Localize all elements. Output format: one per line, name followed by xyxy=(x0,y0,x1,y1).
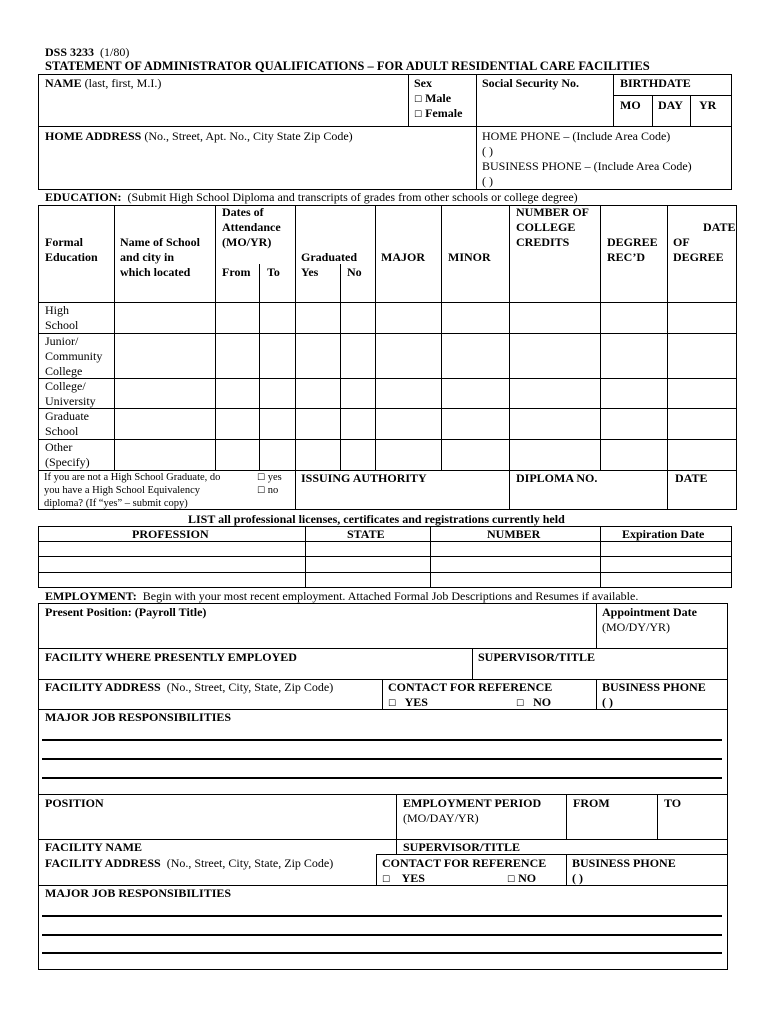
row-college: College/ University xyxy=(45,379,96,408)
resp-line[interactable] xyxy=(42,739,722,741)
hdr-formal: Formal xyxy=(45,235,83,249)
position-field[interactable]: POSITION xyxy=(45,796,104,810)
employment-heading: EMPLOYMENT: Begin with your most recent employment. Attached Formal Job Descriptions and Resumes if available. xyxy=(45,589,639,603)
hdr-dates: (MO/YR) xyxy=(222,235,272,249)
hdr-degree: DEGREE xyxy=(607,235,658,249)
contact-reference-2: CONTACT FOR REFERENCE xyxy=(382,856,547,870)
business-phone-label: BUSINESS PHONE – (Include Area Code) xyxy=(482,159,692,173)
contact-no-2[interactable]: ☐ NO xyxy=(507,871,537,885)
hdr-credits: NUMBER OF xyxy=(516,205,589,219)
hdr-degree: REC’D xyxy=(607,250,645,264)
birth-yr[interactable]: YR xyxy=(699,98,717,112)
contact-yes[interactable]: ☐ YES xyxy=(388,695,428,709)
hdr-yes: Yes xyxy=(301,265,319,279)
row-other: Other (Specify) xyxy=(45,440,90,469)
birth-mo[interactable]: MO xyxy=(620,98,641,112)
facility-name[interactable]: FACILITY NAME xyxy=(45,840,143,854)
ssn-field[interactable]: Social Security No. xyxy=(482,76,579,90)
appointment-date-format: (MO/DY/YR) xyxy=(602,620,670,634)
contact-reference: CONTACT FOR REFERENCE xyxy=(388,680,553,694)
equivalency-no[interactable]: ☐ no xyxy=(257,485,279,496)
facility-address[interactable]: FACILITY ADDRESS (No., Street, City, State, Zip Code) xyxy=(45,680,334,694)
appointment-date[interactable]: Appointment Date xyxy=(602,605,697,619)
business-phone: BUSINESS PHONE xyxy=(602,680,706,694)
hdr-date: DATE xyxy=(703,220,736,234)
checkbox-icon[interactable]: ☐ xyxy=(414,110,423,120)
facility-present[interactable]: FACILITY WHERE PRESENTLY EMPLOYED xyxy=(45,650,297,664)
hdr-school: and city in xyxy=(120,250,175,264)
contact-yes-2[interactable]: ☐ YES xyxy=(382,871,425,885)
licenses-title: LIST all professional licenses, certificates and registrations currently held xyxy=(188,512,565,526)
resp-line[interactable] xyxy=(42,952,722,954)
lic-number: NUMBER xyxy=(487,527,541,541)
period-to[interactable]: TO xyxy=(664,796,682,810)
hdr-dates: Attendance xyxy=(222,220,281,234)
checkbox-icon[interactable]: ☐ xyxy=(388,699,397,709)
education-heading: EDUCATION: (Submit High School Diploma and transcripts of grades from other schools or college degree) xyxy=(45,190,578,204)
resp-line[interactable] xyxy=(42,758,722,760)
checkbox-icon[interactable]: ☐ xyxy=(257,473,266,483)
hdr-to: To xyxy=(267,265,280,279)
hdr-minor: MINOR xyxy=(448,250,491,264)
supervisor-title-2[interactable]: SUPERVISOR/TITLE xyxy=(403,840,520,854)
row-community-college: Junior/ Community College xyxy=(45,334,103,378)
checkbox-icon[interactable]: ☐ xyxy=(516,699,525,709)
diploma-date[interactable]: DATE xyxy=(675,471,708,485)
form-title: STATEMENT OF ADMINISTRATOR QUALIFICATIONS – FOR ADULT RESIDENTIAL CARE FACILITIES xyxy=(45,59,650,73)
supervisor-title[interactable]: SUPERVISOR/TITLE xyxy=(478,650,595,664)
sex-male[interactable]: ☐ Male xyxy=(414,91,452,105)
name-field[interactable]: NAME (last, first, M.I.) xyxy=(45,76,162,90)
equivalency-question: If you are not a High School Graduate, do you have a High School Equivalency diploma? (If “yes” – submit copy) xyxy=(44,472,221,509)
home-phone-label: HOME PHONE – (Include Area Code) xyxy=(482,129,671,143)
form-id: DSS 3233 (1/80) xyxy=(45,45,130,59)
hdr-major: MAJOR xyxy=(381,250,425,264)
employment-period: EMPLOYMENT PERIOD xyxy=(403,796,542,810)
facility-address-2[interactable]: FACILITY ADDRESS (No., Street, City, State, Zip Code) xyxy=(45,856,334,870)
business-phone-2: BUSINESS PHONE xyxy=(572,856,676,870)
checkbox-icon[interactable]: ☐ xyxy=(414,95,423,105)
hdr-no: No xyxy=(347,265,362,279)
row-graduate: Graduate School xyxy=(45,409,89,438)
lic-profession: PROFESSION xyxy=(132,527,209,541)
birthdate-label: BIRTHDATE xyxy=(620,76,691,90)
business-phone-field[interactable]: ( ) xyxy=(482,174,493,188)
row-high-school: High School xyxy=(45,303,79,332)
hdr-credits: CREDITS xyxy=(516,235,570,249)
resp-line[interactable] xyxy=(42,777,722,779)
present-position[interactable]: Present Position: (Payroll Title) xyxy=(45,605,207,619)
contact-no[interactable]: ☐ NO xyxy=(516,695,552,709)
resp-line[interactable] xyxy=(42,934,722,936)
lic-state: STATE xyxy=(347,527,385,541)
hdr-graduated: Graduated xyxy=(301,250,358,264)
hdr-credits: COLLEGE xyxy=(516,220,576,234)
birth-day[interactable]: DAY xyxy=(658,98,683,112)
sex-female[interactable]: ☐ Female xyxy=(414,106,463,120)
hdr-dates: Dates of xyxy=(222,205,264,219)
sex-label: Sex xyxy=(414,76,432,90)
hdr-school: which located xyxy=(120,265,191,279)
hdr-date: OF xyxy=(673,235,690,249)
major-responsibilities: MAJOR JOB RESPONSIBILITIES xyxy=(45,710,232,724)
diploma-no[interactable]: DIPLOMA NO. xyxy=(516,471,598,485)
resp-line[interactable] xyxy=(42,915,722,917)
employment-period-format: (MO/DAY/YR) xyxy=(403,811,479,825)
hdr-from: From xyxy=(222,265,251,279)
home-phone-field[interactable]: ( ) xyxy=(482,144,493,158)
hdr-school: Name of School xyxy=(120,235,200,249)
business-phone-field-2[interactable]: ( ) xyxy=(572,871,583,885)
hdr-formal: Education xyxy=(45,250,98,264)
checkbox-icon[interactable]: ☐ xyxy=(507,875,516,885)
issuing-authority[interactable]: ISSUING AUTHORITY xyxy=(301,471,427,485)
checkbox-icon[interactable]: ☐ xyxy=(382,875,391,885)
business-phone-field[interactable]: ( ) xyxy=(602,695,613,709)
major-responsibilities-2: MAJOR JOB RESPONSIBILITIES xyxy=(45,886,232,900)
home-address-field[interactable]: HOME ADDRESS (No., Street, Apt. No., City State Zip Code) xyxy=(45,129,353,143)
lic-expiration: Expiration Date xyxy=(622,527,705,541)
period-from[interactable]: FROM xyxy=(573,796,610,810)
equivalency-yes[interactable]: ☐ yes xyxy=(257,472,282,483)
checkbox-icon[interactable]: ☐ xyxy=(257,486,266,496)
hdr-date: DEGREE xyxy=(673,250,724,264)
